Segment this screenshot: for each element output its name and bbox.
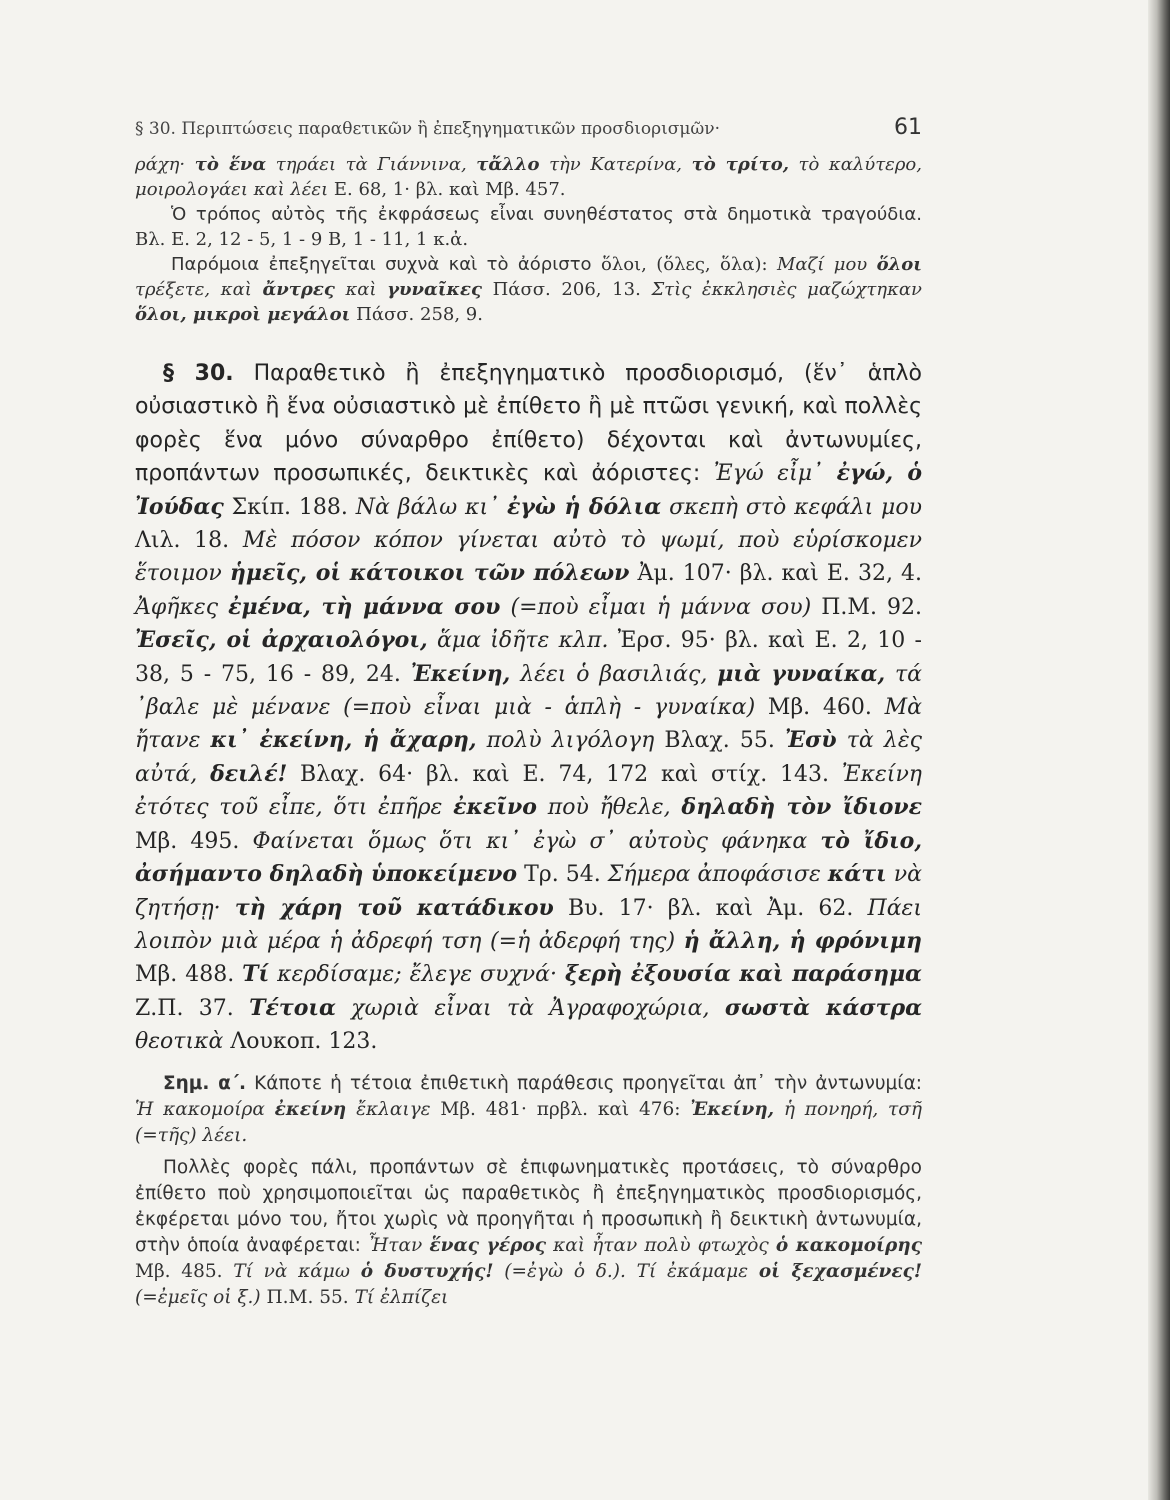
preceding-text <box>135 152 922 327</box>
section-notes <box>135 1071 922 1311</box>
running-header <box>135 115 922 140</box>
section-number: § 30. <box>163 361 234 386</box>
page-number: 61 <box>894 115 922 140</box>
note-label: Σημ. α΄. <box>163 1072 247 1094</box>
section-30 <box>135 357 922 1059</box>
book-spine-edge <box>1148 0 1170 1500</box>
paragraph-ending: ράχη· τὸ ἕνα τηράει τὰ Γιάννινα, τἄλλο τὴν Κατερίνα, τὸ τρίτο, τὸ καλύτερο, μοιρολογάει καὶ λέει Ε. 68, 1· βλ. καὶ Μβ. 457. <box>135 154 922 200</box>
book-page <box>135 115 922 1311</box>
paragraph-indefinite: Παρόμοια ἐπεξηγεῖται συχνὰ καὶ τὸ ἀόριστο ὅλοι, (ὅλες, ὅλα): Μαζί μου ὅλοι τρέξετε, καὶ ἄντρες καὶ γυναῖκες Πάσσ. 206, 13. Στὶς ἐκκλησιὲς μαζώχτηκαν ὅλοι, μικροὶ μεγάλοι Πάσσ. 258, 9. <box>135 254 923 325</box>
paragraph-usage-note: Ὁ τρόπος αὐτὸς τῆς ἐκφράσεως εἶναι συνηθέστατος στὰ δημοτικὰ τραγούδια. Βλ. Ε. 2, 12 - 5, 1 - 9 Β, 1 - 11, 1 κ.ἀ. <box>135 204 922 250</box>
header-title: § 30. Περιπτώσεις παραθετικῶν ἢ ἐπεξηγηματικῶν προσδιορισμῶν· <box>135 119 721 139</box>
section-30-body: § 30. Παραθετικὸ ἢ ἐπεξηγηματικὸ προσδιορισμό, (ἕν᾽ ἁπλὸ οὐσιαστικὸ ἢ ἕνα οὐσιαστικὸ μὲ ἐπίθετο ἢ μὲ πτῶσι γενική, καὶ πολλὲς φορὲς ἕνα μόνο σύναρθρο ἐπίθετο) δέχονται καὶ ἀντωνυμίες, προπάντων προσωπικές, δεικτικὲς καὶ ἀόριστες: Ἐγώ εἶμ᾽ ἐγώ, ὁ Ἰούδας Σκίπ. 188. Νὰ βάλω κι᾽ ἐγὼ ἡ δόλια σκεπὴ στὸ κεφάλι μου Λιλ. 18. Μὲ πόσον κόπον γίνεται αὐτὸ τὸ ψωμί, ποὺ εὑρίσκομεν ἕτοιμον ἡμεῖς, οἱ κάτοικοι τῶν πόλεων Ἀμ. 107· βλ. καὶ Ε. 32, 4. Ἀφῆκες ἐμένα, τὴ μάννα σου (=ποὺ εἶμαι ἡ μάννα σου) Π.Μ. 92. Ἐσεῖς, οἱ ἀρχαιολόγοι, ἅμα ἰδῆτε κλπ. Ἐρσ. 95· βλ. καὶ Ε. 2, 10 - 38, 5 - 75, 16 - 89, 24. Ἐκείνη, λέει ὁ βασιλιάς, μιὰ γυναίκα, τά ᾽βαλε μὲ μένανε (=ποὺ εἶναι μιὰ - ἁπλὴ - γυναίκα) Μβ. 460. Μὰ ἤτανε κι᾽ ἐκείνη, ἡ ἄχαρη, πολὺ λιγόλογη Βλαχ. 55. Ἐσὺ τὰ λὲς αὐτά, δειλέ! Βλαχ. 64· βλ. καὶ Ε. 74, 172 καὶ στίχ. 143. Ἐκείνη ἐτότες τοῦ εἶπε, ὅτι ἐπῆρε ἐκεῖνο ποὺ ἤθελε, δηλαδὴ τὸν ἴδιονε Μβ. 495. Φαίνεται ὅμως ὅτι κι᾽ ἐγὼ σ᾽ αὐτοὺς φάνηκα τὸ ἴδιο, ἀσήμαντο δηλαδὴ ὑποκείμενο Τρ. 54. Σήμερα ἀποφάσισε κάτι νὰ ζητήσῃ· τὴ χάρη τοῦ κατάδικου Βυ. 17· βλ. καὶ Ἀμ. 62. Πάει λοιπὸν μιὰ μέρα ἡ ἀδρεφή τση (=ἡ ἀδερφή της) ἡ ἄλλη, ἡ φρόνιμη Μβ. 488. Τί κερδίσαμε; ἔλεγε συχνά· ξερὴ ἐξουσία καὶ παράσημα Ζ.Π. 37. Τέτοια χωριὰ εἶναι τὰ Ἀγραφοχώρια, σωστὰ κάστρα θεοτικὰ Λουκοπ. 123. <box>135 361 923 1055</box>
note-b: Πολλὲς φορὲς πάλι, προπάντων σὲ ἐπιφωνηματικὲς προτάσεις, τὸ σύναρθρο ἐπίθετο ποὺ χρησιμοποιεῖται ὡς παραθετικὸς ἢ ἐπεξηγηματικὸς προσδιορισμός, ἐκφέρεται μόνο του, ἤτοι χωρὶς νὰ προηγῆται ἡ προσωπικὴ ἢ δεικτικὴ ἀντωνυμία, στὴν ὁποία ἀναφέρεται: Ἦταν ἕνας γέρος καὶ ἦταν πολὺ φτωχὸς ὁ κακομοίρης Μβ. 485. Τί νὰ κάμω ὁ δυστυχής! (=ἐγὼ ὁ δ.). Τί ἐκάμαμε οἱ ξεχασμένες! (=ἐμεῖς οἱ ξ.) Π.Μ. 55. Τί ἐλπίζει <box>135 1156 923 1308</box>
note-a: Σημ. α΄. Κάποτε ἡ τέτοια ἐπιθετικὴ παράθεσις προηγεῖται ἀπ᾽ τὴν ἀντωνυμία: Ἡ κακομοίρα ἐκείνη ἔκλαιγε Μβ. 481· πρβλ. καὶ 476: Ἐκείνη, ἡ πονηρή, τσῆ (=τῆς) λέει. <box>135 1072 923 1146</box>
